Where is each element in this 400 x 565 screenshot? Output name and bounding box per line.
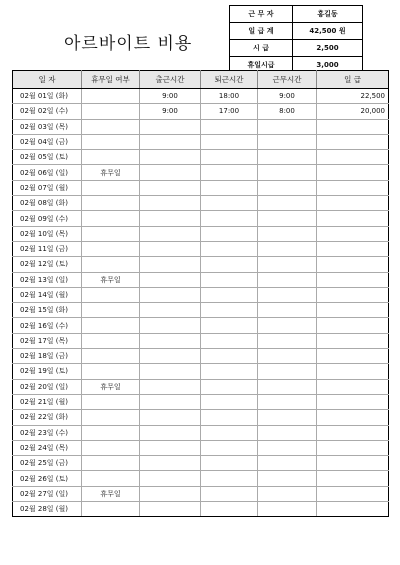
cell-hours [258, 303, 317, 318]
cell-hours [258, 241, 317, 256]
cell-date: 02월 02일 (수) [13, 104, 82, 119]
table-row [13, 318, 389, 333]
table-row [13, 440, 389, 455]
cell-clock-in[interactable] [140, 150, 201, 165]
cell-pay [317, 119, 389, 134]
cell-hours [258, 456, 317, 471]
cell-clock-out[interactable] [201, 318, 258, 333]
timesheet-body [13, 89, 389, 517]
table-row [13, 272, 389, 287]
header-holiday: 휴무일 여부 [82, 71, 140, 89]
cell-holiday[interactable] [82, 287, 140, 302]
cell-clock-in[interactable] [140, 303, 201, 318]
cell-pay [317, 425, 389, 440]
cell-hours [258, 134, 317, 149]
cell-pay [317, 379, 389, 394]
table-row [13, 226, 389, 241]
cell-holiday[interactable] [82, 349, 140, 364]
cell-holiday[interactable] [82, 150, 140, 165]
cell-pay [317, 165, 389, 180]
cell-date: 02월 05일 (토) [13, 150, 82, 165]
cell-clock-in[interactable]: 9:00 [140, 89, 201, 104]
cell-clock-out[interactable] [201, 211, 258, 226]
cell-clock-in[interactable] [140, 318, 201, 333]
table-row [13, 165, 389, 180]
cell-holiday[interactable] [82, 257, 140, 272]
table-row [13, 150, 389, 165]
cell-clock-in[interactable] [140, 379, 201, 394]
table-row [13, 257, 389, 272]
cell-clock-in[interactable] [140, 287, 201, 302]
cell-pay [317, 318, 389, 333]
info-value[interactable]: 2,500 [293, 40, 363, 57]
table-row [13, 287, 389, 302]
cell-clock-in[interactable] [140, 486, 201, 501]
cell-clock-in[interactable] [140, 165, 201, 180]
cell-date: 02월 06일 (일) [13, 165, 82, 180]
cell-date: 02월 24일 (목) [13, 440, 82, 455]
cell-date: 02월 22일 (화) [13, 410, 82, 425]
cell-date: 02월 26일 (토) [13, 471, 82, 486]
cell-holiday[interactable] [82, 410, 140, 425]
cell-date: 02월 20일 (일) [13, 379, 82, 394]
cell-clock-in[interactable] [140, 180, 201, 195]
cell-holiday[interactable] [82, 456, 140, 471]
cell-date: 02월 14일 (월) [13, 287, 82, 302]
cell-pay [317, 394, 389, 409]
cell-hours: 9:00 [258, 89, 317, 104]
table-row [13, 486, 389, 501]
table-row [13, 410, 389, 425]
cell-hours [258, 180, 317, 195]
cell-clock-out[interactable] [201, 410, 258, 425]
cell-hours [258, 349, 317, 364]
cell-clock-out[interactable] [201, 425, 258, 440]
cell-holiday[interactable]: 휴무일 [82, 165, 140, 180]
table-row [13, 134, 389, 149]
info-row-total [230, 23, 363, 40]
cell-clock-out[interactable] [201, 471, 258, 486]
cell-pay [317, 471, 389, 486]
table-row [13, 394, 389, 409]
cell-hours [258, 364, 317, 379]
cell-clock-out[interactable] [201, 379, 258, 394]
table-row [13, 180, 389, 195]
cell-holiday[interactable] [82, 440, 140, 455]
table-row [13, 89, 389, 104]
cell-hours [258, 257, 317, 272]
cell-pay [317, 287, 389, 302]
table-row [13, 349, 389, 364]
table-row [13, 333, 389, 348]
table-row [13, 456, 389, 471]
cell-hours [258, 486, 317, 501]
header-clock-in: 출근시간 [140, 71, 201, 89]
cell-holiday[interactable] [82, 333, 140, 348]
table-row [13, 303, 389, 318]
header-pay: 일 급 [317, 71, 389, 89]
cell-clock-in[interactable] [140, 226, 201, 241]
cell-hours [258, 318, 317, 333]
cell-holiday[interactable] [82, 119, 140, 134]
cell-date: 02월 03일 (목) [13, 119, 82, 134]
cell-pay [317, 257, 389, 272]
cell-clock-in[interactable] [140, 502, 201, 517]
cell-clock-out[interactable] [201, 440, 258, 455]
cell-date: 02월 21일 (월) [13, 394, 82, 409]
cell-date: 02월 09일 (수) [13, 211, 82, 226]
cell-date: 02월 04일 (금) [13, 134, 82, 149]
cell-clock-in[interactable] [140, 394, 201, 409]
cell-holiday[interactable] [82, 394, 140, 409]
cell-clock-out[interactable] [201, 349, 258, 364]
cell-pay [317, 303, 389, 318]
cell-hours [258, 226, 317, 241]
cell-clock-out[interactable] [201, 287, 258, 302]
cell-clock-out[interactable] [201, 272, 258, 287]
cell-holiday[interactable] [82, 89, 140, 104]
cell-holiday[interactable] [82, 196, 140, 211]
header-hours: 근무시간 [258, 71, 317, 89]
cell-clock-in[interactable] [140, 211, 201, 226]
cell-pay [317, 134, 389, 149]
table-row [13, 241, 389, 256]
cell-holiday[interactable]: 휴무일 [82, 272, 140, 287]
cell-clock-out[interactable] [201, 150, 258, 165]
cell-hours [258, 165, 317, 180]
cell-hours [258, 196, 317, 211]
cell-date: 02월 08일 (화) [13, 196, 82, 211]
info-label: 일 급 계 [230, 23, 293, 40]
cell-clock-out[interactable] [201, 119, 258, 134]
cell-pay [317, 180, 389, 195]
cell-holiday[interactable] [82, 211, 140, 226]
cell-clock-out[interactable] [201, 134, 258, 149]
cell-holiday[interactable] [82, 303, 140, 318]
cell-date: 02월 11일 (금) [13, 241, 82, 256]
table-row [13, 196, 389, 211]
cell-pay: 20,000 [317, 104, 389, 119]
cell-clock-in[interactable] [140, 456, 201, 471]
cell-clock-out[interactable] [201, 456, 258, 471]
table-row [13, 364, 389, 379]
cell-pay: 22,500 [317, 89, 389, 104]
cell-clock-in[interactable] [140, 333, 201, 348]
cell-hours [258, 272, 317, 287]
cell-holiday[interactable] [82, 180, 140, 195]
cell-hours [258, 410, 317, 425]
table-row [13, 502, 389, 517]
cell-holiday[interactable] [82, 425, 140, 440]
cell-holiday[interactable] [82, 318, 140, 333]
cell-clock-out[interactable]: 17:00 [201, 104, 258, 119]
cell-holiday[interactable]: 휴무일 [82, 379, 140, 394]
cell-date: 02월 23일 (수) [13, 425, 82, 440]
cell-clock-out[interactable] [201, 165, 258, 180]
cell-hours [258, 211, 317, 226]
cell-clock-out[interactable] [201, 257, 258, 272]
header-row [13, 71, 389, 89]
info-label: 근 무 자 [230, 6, 293, 23]
cell-pay [317, 226, 389, 241]
table-row [13, 471, 389, 486]
cell-clock-in[interactable] [140, 349, 201, 364]
cell-hours [258, 471, 317, 486]
cell-clock-out[interactable] [201, 303, 258, 318]
info-label: 휴일시급 [230, 57, 293, 74]
cell-date: 02월 01일 (화) [13, 89, 82, 104]
cell-holiday[interactable] [82, 364, 140, 379]
cell-pay [317, 196, 389, 211]
cell-clock-out[interactable] [201, 394, 258, 409]
table-row [13, 104, 389, 119]
cell-clock-out[interactable] [201, 226, 258, 241]
cell-hours [258, 394, 317, 409]
cell-pay [317, 241, 389, 256]
cell-clock-out[interactable] [201, 364, 258, 379]
header-clock-out: 퇴근시간 [201, 71, 258, 89]
table-row [13, 425, 389, 440]
cell-date: 02월 13일 (일) [13, 272, 82, 287]
cell-pay [317, 456, 389, 471]
cell-clock-out[interactable] [201, 486, 258, 501]
cell-hours [258, 150, 317, 165]
cell-hours: 8:00 [258, 104, 317, 119]
info-value[interactable]: 홍길동 [293, 6, 363, 23]
cell-clock-out[interactable] [201, 196, 258, 211]
cell-pay [317, 211, 389, 226]
table-row [13, 119, 389, 134]
info-label: 시 급 [230, 40, 293, 57]
info-value[interactable]: 42,500 원 [293, 23, 363, 40]
cell-pay [317, 440, 389, 455]
cell-pay [317, 410, 389, 425]
cell-hours [258, 425, 317, 440]
cell-clock-in[interactable] [140, 272, 201, 287]
cell-date: 02월 12일 (토) [13, 257, 82, 272]
info-value[interactable]: 3,000 [293, 57, 363, 74]
cell-holiday[interactable] [82, 104, 140, 119]
cell-holiday[interactable] [82, 502, 140, 517]
cell-clock-in[interactable] [140, 364, 201, 379]
cell-clock-out[interactable]: 18:00 [201, 89, 258, 104]
cell-date: 02월 07일 (월) [13, 180, 82, 195]
cell-date: 02월 10일 (목) [13, 226, 82, 241]
cell-holiday[interactable] [82, 226, 140, 241]
cell-hours [258, 502, 317, 517]
cell-holiday[interactable] [82, 134, 140, 149]
cell-clock-in[interactable] [140, 241, 201, 256]
cell-date: 02월 15일 (화) [13, 303, 82, 318]
timesheet-table [12, 70, 389, 517]
cell-date: 02월 17일 (목) [13, 333, 82, 348]
cell-clock-in[interactable] [140, 196, 201, 211]
table-row [13, 211, 389, 226]
cell-pay [317, 486, 389, 501]
cell-clock-out[interactable] [201, 180, 258, 195]
cell-date: 02월 18일 (금) [13, 349, 82, 364]
cell-date: 02월 25일 (금) [13, 456, 82, 471]
cell-clock-in[interactable] [140, 134, 201, 149]
cell-pay [317, 272, 389, 287]
cell-pay [317, 333, 389, 348]
cell-holiday[interactable]: 휴무일 [82, 486, 140, 501]
cell-hours [258, 287, 317, 302]
cell-hours [258, 379, 317, 394]
page-title: 아르바이트 비용 [64, 34, 193, 54]
cell-clock-in[interactable] [140, 471, 201, 486]
cell-date: 02월 27일 (일) [13, 486, 82, 501]
cell-holiday[interactable] [82, 471, 140, 486]
cell-clock-in[interactable]: 9:00 [140, 104, 201, 119]
cell-pay [317, 150, 389, 165]
cell-clock-in[interactable] [140, 410, 201, 425]
cell-pay [317, 349, 389, 364]
cell-pay [317, 502, 389, 517]
cell-hours [258, 119, 317, 134]
cell-clock-in[interactable] [140, 257, 201, 272]
cell-hours [258, 440, 317, 455]
cell-hours [258, 333, 317, 348]
cell-clock-out[interactable] [201, 502, 258, 517]
header-date: 일 자 [13, 71, 82, 89]
cell-clock-out[interactable] [201, 333, 258, 348]
cell-clock-in[interactable] [140, 425, 201, 440]
cell-pay [317, 364, 389, 379]
cell-date: 02월 28일 (월) [13, 502, 82, 517]
info-row-worker [230, 6, 363, 23]
info-table [229, 5, 363, 74]
cell-date: 02월 19일 (토) [13, 364, 82, 379]
cell-holiday[interactable] [82, 241, 140, 256]
info-row-hourly [230, 40, 363, 57]
cell-clock-in[interactable] [140, 440, 201, 455]
cell-clock-in[interactable] [140, 119, 201, 134]
cell-date: 02월 16일 (수) [13, 318, 82, 333]
cell-clock-out[interactable] [201, 241, 258, 256]
table-row [13, 379, 389, 394]
